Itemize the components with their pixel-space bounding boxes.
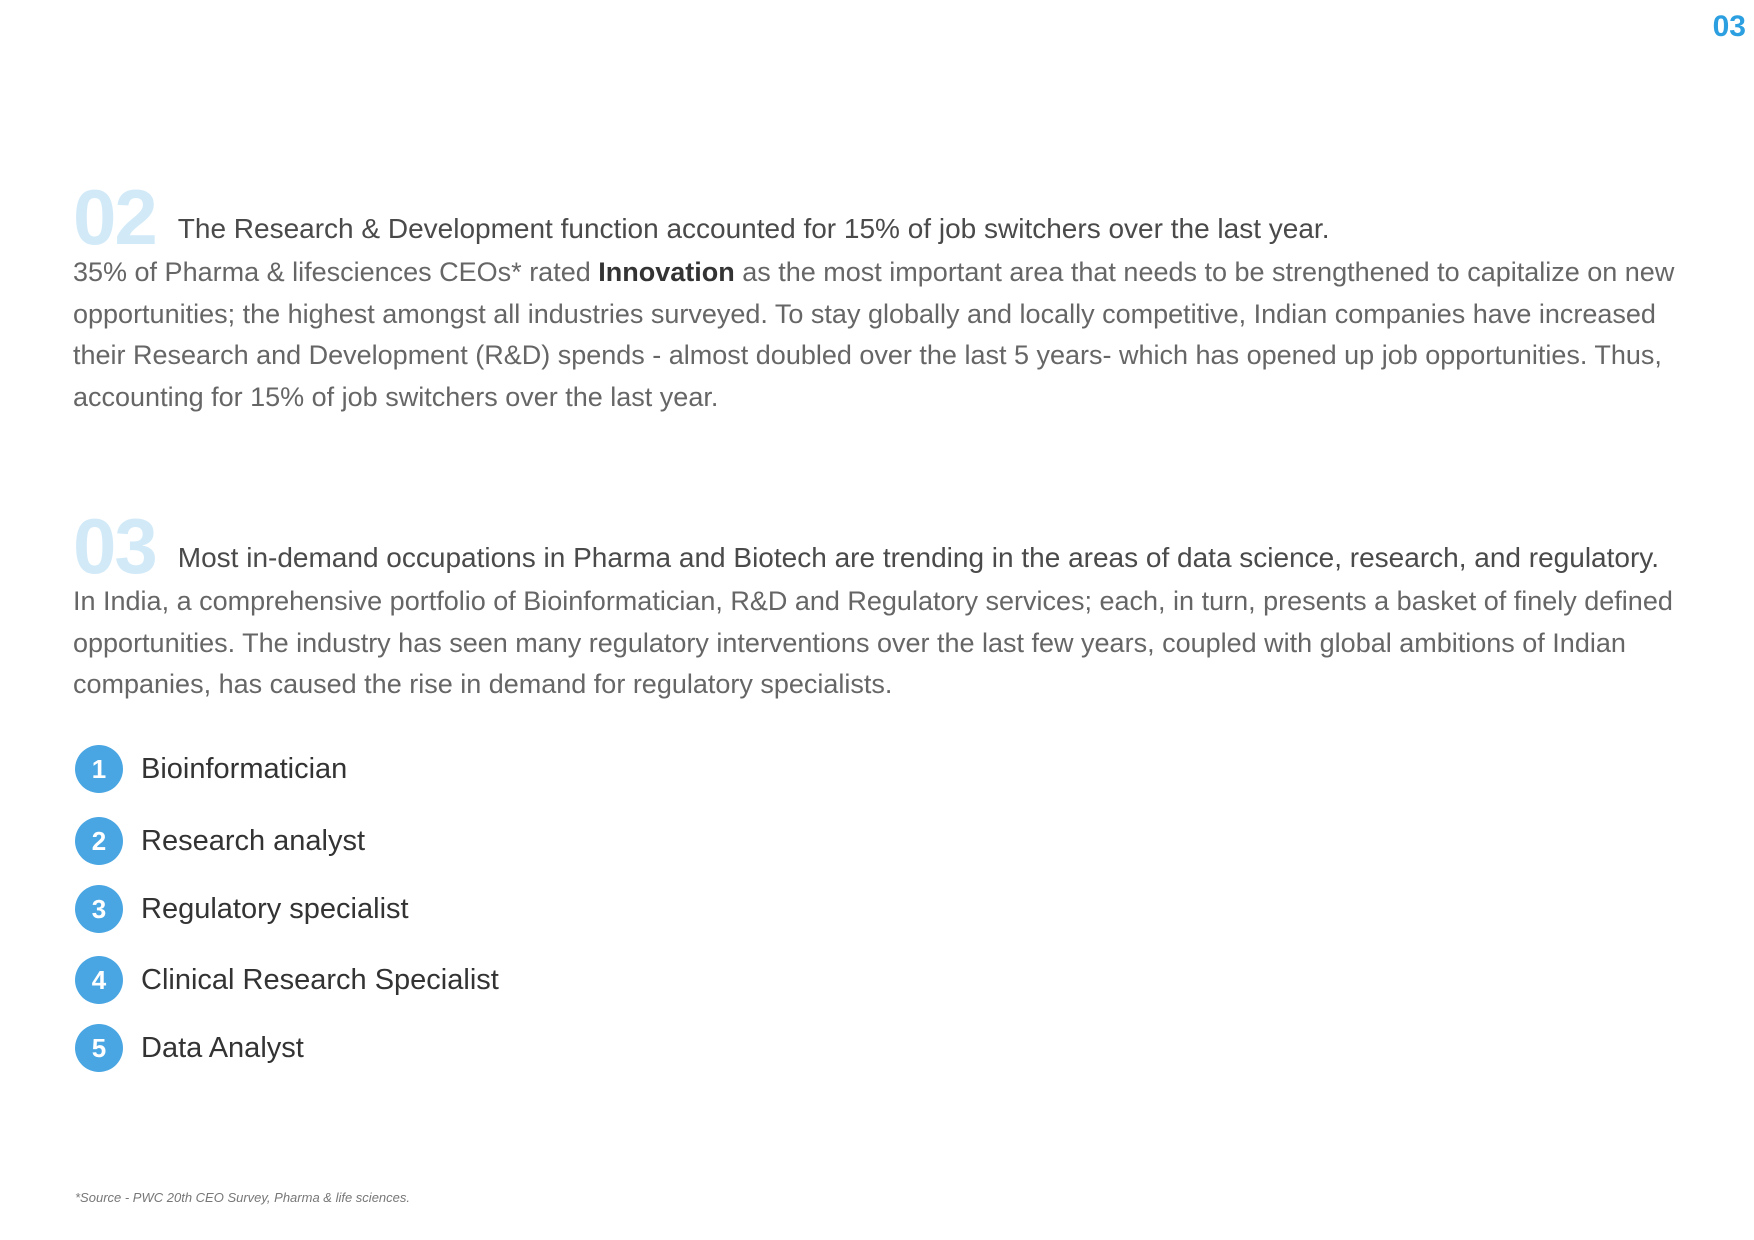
occupation-label: Data Analyst	[141, 1031, 304, 1064]
number-badge: 4	[75, 956, 123, 1004]
number-badge: 3	[75, 885, 123, 933]
section-body	[73, 252, 1713, 418]
section-headline: Most in-demand occupations in Pharma and Biotech are trending in the areas of data science, research, and regulatory.	[177, 542, 1659, 573]
page-number: 03	[1712, 10, 1746, 43]
section-headline: The Research & Development function accounted for 15% of job switchers over the last year.	[177, 213, 1330, 244]
number-badge: 1	[75, 745, 123, 793]
source-footnote: *Source - PWC 20th CEO Survey, Pharma & life sciences.	[75, 1190, 410, 1205]
section-02-head	[73, 173, 1713, 261]
occupation-label: Clinical Research Specialist	[141, 963, 499, 996]
number-badge: 2	[75, 817, 123, 865]
occupation-label: Research analyst	[141, 824, 366, 857]
section-number: 02	[73, 173, 156, 261]
occupation-label: Regulatory specialist	[141, 892, 409, 925]
body-text-start: 35% of Pharma & lifesciences CEOs* rated	[73, 257, 599, 287]
section-03	[73, 502, 1713, 706]
section-03-head	[73, 502, 1713, 590]
number-badge: 5	[75, 1024, 123, 1072]
list-item	[75, 817, 365, 865]
section-number: 03	[73, 502, 156, 590]
section-body: In India, a comprehensive portfolio of Bioinformatician, R&D and Regulatory services; each, in turn, presents a basket of finely defined opportunities. The industry has seen many regulatory interventions over the last few years, coupled with global ambitions of Indian companies, has caused the rise in demand for regulatory specialists.	[73, 586, 1673, 699]
body-text-bold: Innovation	[598, 257, 735, 287]
section-02	[73, 173, 1713, 418]
list-item	[75, 745, 347, 793]
list-item	[75, 885, 409, 933]
occupation-label: Bioinformatician	[141, 752, 348, 785]
list-item	[75, 1024, 304, 1072]
list-item	[75, 956, 499, 1004]
body-text-end: as the most important area that needs to be strengthened to capitalize on new opportunities; the highest amongst all industries surveyed. To stay globally and locally competitive, Indian companies have increased their Research and Development (R&D) spends - almost doubled over the last 5 years- which has opened up job opportunities. Thus, accounting for 15% of job switchers over the last year.	[73, 257, 1675, 412]
